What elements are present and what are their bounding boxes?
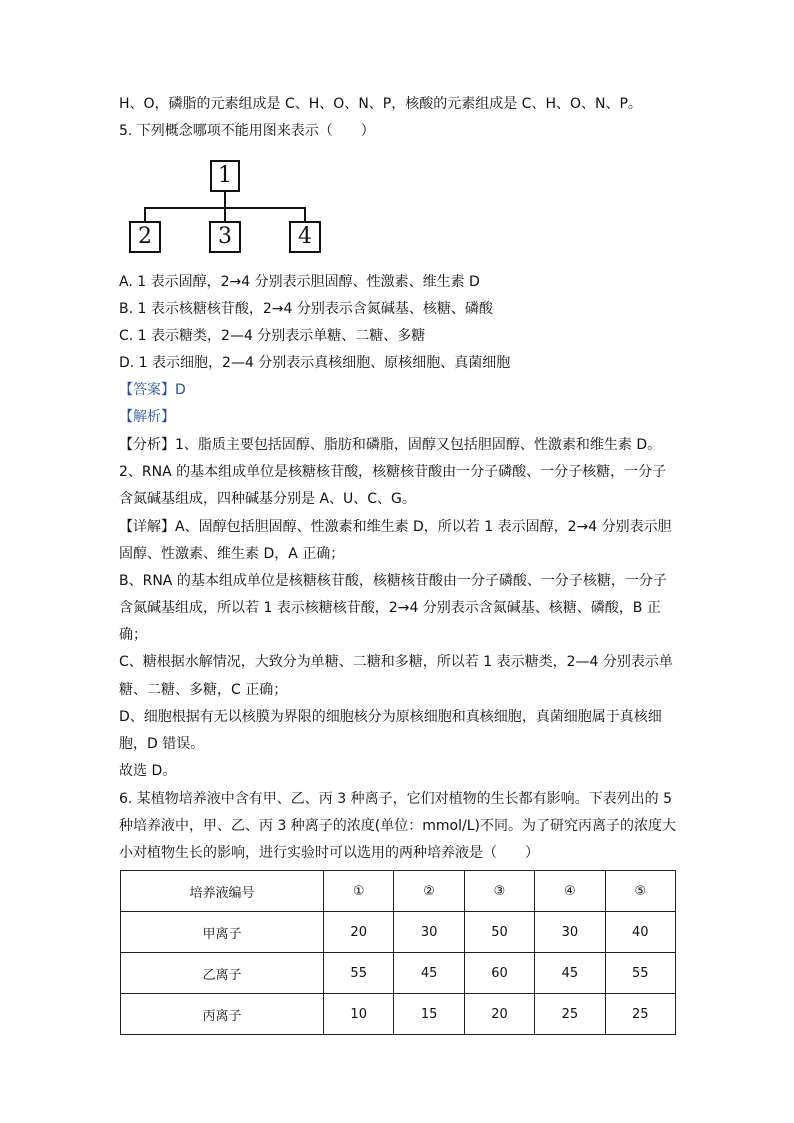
table-cell: 25: [535, 994, 605, 1035]
table-row: [121, 994, 676, 1035]
table-cell: 60: [464, 953, 534, 994]
table-row: [121, 953, 676, 994]
table-cell: 20: [464, 994, 534, 1035]
question-5: 5. 下列概念哪项不能用图来表示（ ）: [119, 123, 375, 139]
question-6-line-1: 6. 某植物培养液中含有甲、乙、丙 3 种离子，它们对植物的生长都有影响。下表列出的 5: [119, 791, 672, 807]
answer-label: 【答案】D: [119, 382, 186, 398]
concept-diagram: [127, 160, 323, 256]
option-b: B. 1 表示核糖核苷酸，2→4 分别表示含氮碱基、核糖、磷酸: [119, 301, 493, 317]
question-6-line-3: 小对植物生长的影响，进行实验时可以选用的两种培养液是（ ）: [119, 845, 539, 861]
nutrient-table: [120, 870, 676, 1035]
detail-line-3: B、RNA 的基本组成单位是核糖核苷酸，核糖核苷酸由一分子磷酸、一分子核糖，一分子: [119, 573, 667, 589]
detail-line-8: D、细胞根据有无以核膜为界限的细胞核分为原核细胞和真核细胞，真菌细胞属于真核细: [119, 709, 662, 725]
detail-line-4: 含氮碱基组成，所以若 1 表示核糖核苷酸，2→4 分别表示含氮碱基、核糖、磷酸，B 正: [119, 600, 661, 616]
option-c: C. 1 表示糖类，2—4 分别表示单糖、二糖、多糖: [119, 328, 426, 344]
conclusion-line: 故选 D。: [119, 763, 177, 779]
detail-line-1: 【详解】A、固醇包括胆固醇、性激素和维生素 D，所以若 1 表示固醇，2→4 分别表示胆: [119, 519, 672, 535]
table-cell: 55: [605, 953, 675, 994]
table-header-row: [121, 871, 676, 912]
diagram-box-4: 4: [289, 221, 321, 253]
table-cell: 10: [324, 994, 394, 1035]
diagram-connector-vertical: [224, 192, 226, 208]
detail-line-2: 固醇、性激素、维生素 D，A 正确；: [119, 546, 345, 562]
table-header-cell: 培养液编号: [121, 871, 324, 912]
diagram-box-2: 2: [129, 221, 161, 253]
table-cell: 丙离子: [121, 994, 324, 1035]
question-6-line-2: 种培养液中，甲、乙、丙 3 种离子的浓度(单位：mmol/L)不同。为了研究丙离子的浓度大: [119, 818, 676, 834]
table-cell: 15: [394, 994, 464, 1035]
table-header-cell: ①: [324, 871, 394, 912]
table-cell: 55: [324, 953, 394, 994]
table-cell: 30: [535, 912, 605, 953]
diagram-connector-middle: [224, 207, 226, 221]
table-cell: 甲离子: [121, 912, 324, 953]
table-cell: 45: [394, 953, 464, 994]
table-row: [121, 912, 676, 953]
table-header-cell: ⑤: [605, 871, 675, 912]
option-a: A. 1 表示固醇，2→4 分别表示胆固醇、性激素、维生素 D: [119, 274, 480, 290]
analysis-line-3: 含氮碱基组成，四种碱基分别是 A、U、C、G。: [119, 491, 416, 507]
table-header-cell: ③: [464, 871, 534, 912]
analysis-line-1: 【分析】1、脂质主要包括固醇、脂肪和磷脂，固醇又包括胆固醇、性激素和维生素 D。: [119, 437, 662, 453]
diagram-connector-left: [144, 207, 146, 221]
table-cell: 20: [324, 912, 394, 953]
diagram-connector-right: [304, 207, 306, 221]
detail-line-5: 确；: [119, 627, 147, 643]
analysis-line-2: 2、RNA 的基本组成单位是核糖核苷酸，核糖核苷酸由一分子磷酸、一分子核糖，一分子: [119, 464, 667, 480]
table-header-cell: ④: [535, 871, 605, 912]
table-cell: 40: [605, 912, 675, 953]
table-cell: 50: [464, 912, 534, 953]
analysis-label: 【解析】: [119, 409, 175, 425]
table-header-cell: ②: [394, 871, 464, 912]
diagram-box-1: 1: [210, 160, 240, 192]
option-d: D. 1 表示细胞，2—4 分别表示真核细胞、原核细胞、真菌细胞: [119, 355, 511, 371]
detail-line-7: 糖、二糖、多糖，C 正确；: [119, 682, 288, 698]
table-cell: 30: [394, 912, 464, 953]
diagram-box-3: 3: [209, 221, 241, 253]
table-cell: 45: [535, 953, 605, 994]
table-cell: 25: [605, 994, 675, 1035]
detail-line-6: C、糖根据水解情况，大致分为单糖、二糖和多糖，所以若 1 表示糖类，2—4 分别表示单: [119, 654, 673, 670]
line-0: H、O，磷脂的元素组成是 C、H、O、N、P，核酸的元素组成是 C、H、O、N、P。: [119, 96, 642, 112]
table-cell: 乙离子: [121, 953, 324, 994]
detail-line-9: 胞，D 错误。: [119, 736, 205, 752]
